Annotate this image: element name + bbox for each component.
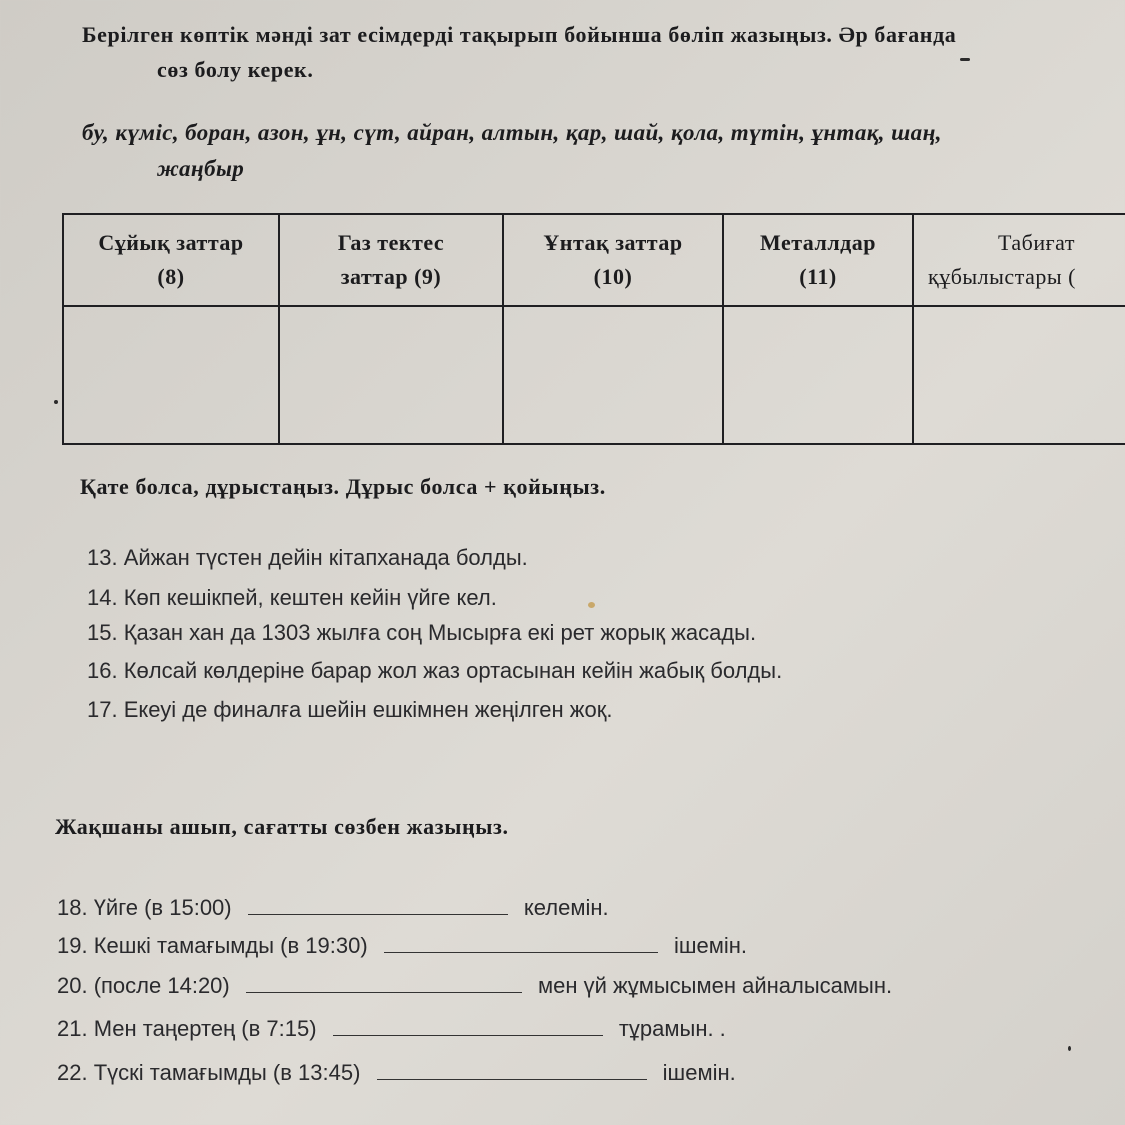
answer-cell-gases[interactable] [279,306,503,444]
time-item-22 [57,1060,736,1086]
header-powders-line1: Ұнтақ заттар [543,230,683,255]
time-item-18 [57,895,609,921]
word-list-line2: жаңбыр [157,156,245,181]
sentence-15: 15. Қазан хан да 1303 жылға соң Мысырға екі рет жорық жасады. [87,620,757,645]
time-item-21 [57,1016,726,1042]
time-item-22-prefix: 22. Түскі тамағымды (в 13:45) [57,1060,361,1085]
table-answer-row [63,306,1125,444]
header-gases-line2: заттар (9) [340,264,442,289]
time-item-18-suffix: келемін. [523,895,609,920]
sentence-14: 14. Көп кешікпей, кештен кейін үйге кел. [87,585,497,610]
answer-blank-19[interactable] [384,951,658,953]
header-metals [723,214,913,306]
header-natural-line1: Табиғат [998,230,1075,255]
answer-blank-20[interactable] [246,991,522,993]
answer-blank-18[interactable] [248,913,508,915]
answer-cell-powders[interactable] [503,306,723,444]
classification-table [62,213,1125,445]
sentence-17: 17. Екеуі де финалға шейін ешкімнен жеңілген жоқ. [87,697,613,722]
header-powders-line2: (10) [593,264,633,289]
table-header-row [63,214,1125,306]
task2-instruction: Қате болса, дұрыстаңыз. Дұрыс болса + қойыңыз. [80,474,606,499]
header-liquids-line2: (8) [157,264,185,289]
task1-instruction-line1: Берілген көптік мәнді зат есімдерді тақырып бойынша бөліп жазыңыз. Әр бағанда [82,22,957,47]
header-gases [279,214,503,306]
answer-cell-liquids[interactable] [63,306,279,444]
answer-blank-21[interactable] [333,1034,603,1036]
time-item-22-suffix: ішемін. [662,1060,736,1085]
sentence-16: 16. Көлсай көлдеріне барар жол жаз ортасынан кейін жабық болды. [87,658,783,683]
time-item-20-suffix: мен үй жұмысымен айналысамын. [537,973,893,998]
header-natural-phenomena [913,214,1125,306]
time-item-21-suffix: тұрамын. . [618,1016,726,1041]
header-metals-line1: Металлдар [759,230,877,255]
header-metals-line2: (11) [799,264,837,289]
time-item-19-suffix: ішемін. [673,933,747,958]
time-item-21-prefix: 21. Мен таңертең (в 7:15) [57,1016,317,1041]
answer-cell-metals[interactable] [723,306,913,444]
time-item-20-prefix: 20. (после 14:20) [57,973,230,998]
word-list-line1: бу, күміс, боран, азон, ұн, сүт, айран, алтын, қар, шай, қола, түтін, ұнтақ, шаң, [82,120,942,145]
task3-instruction: Жақшаны ашып, сағатты сөзбен жазыңыз. [55,814,509,839]
stray-mark [960,58,970,61]
header-powders [503,214,723,306]
answer-blank-22[interactable] [377,1078,647,1080]
time-item-19 [57,933,747,959]
stray-mark [588,602,595,608]
header-gases-line1: Газ тектес [337,230,445,255]
header-liquids-line1: Сұйық заттар [98,230,244,255]
answer-cell-natural[interactable] [913,306,1125,444]
time-item-20 [57,973,892,999]
header-liquids [63,214,279,306]
stray-mark [1068,1046,1071,1051]
stray-mark [54,400,58,404]
task1-instruction-line2: сөз болу керек. [157,57,314,82]
time-item-19-prefix: 19. Кешкі тамағымды (в 19:30) [57,933,368,958]
sentence-13: 13. Айжан түстен дейін кітапханада болды. [87,545,528,570]
time-item-18-prefix: 18. Үйге (в 15:00) [57,895,232,920]
header-natural-line2: құбылыстары ( [928,264,1076,289]
